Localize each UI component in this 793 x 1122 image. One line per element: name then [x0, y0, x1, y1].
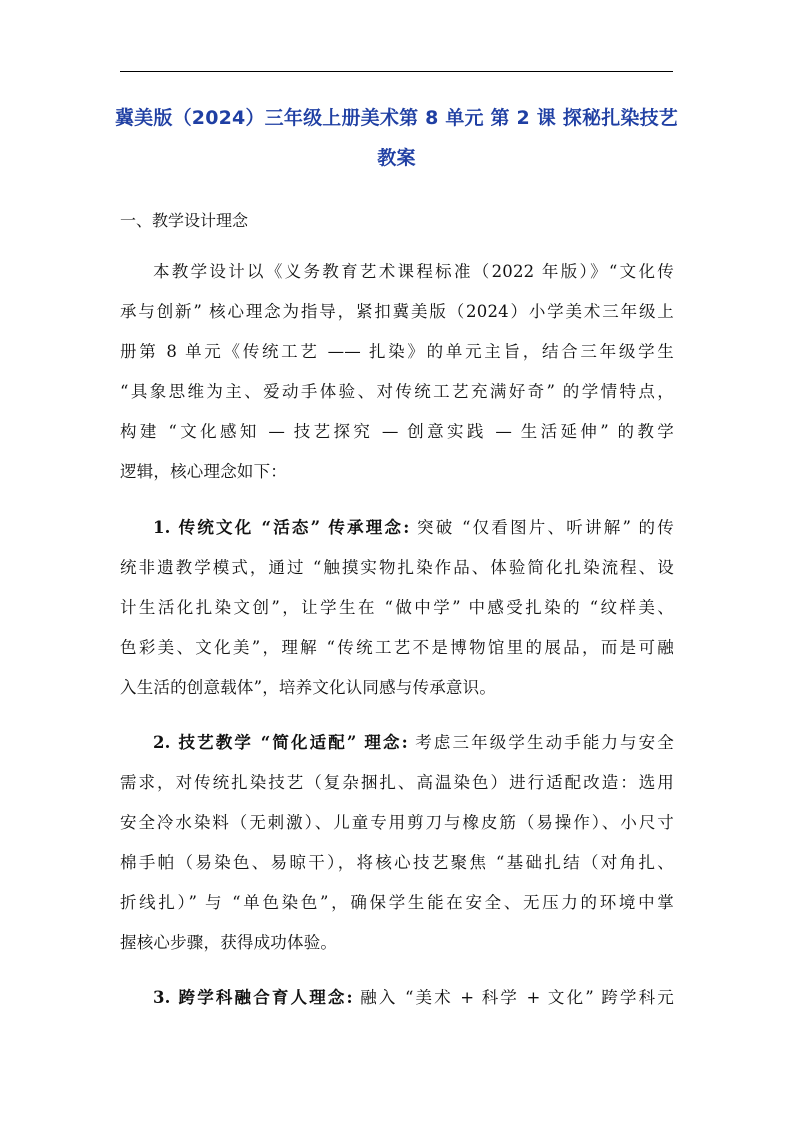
- point-1-text: 突破 “仅看图片、听讲解” 的传: [409, 518, 674, 537]
- point-3-first-line: [120, 978, 674, 1018]
- point-2-line: 棉手帕（易染色、易晾干），将核心技艺聚焦 “基础扎结（对角扎、: [120, 853, 674, 872]
- point-2-line: 需求，对传统扎染技艺（复杂捆扎、高温染色）进行适配改造：选用: [120, 773, 674, 792]
- intro-paragraph: [120, 252, 674, 492]
- point-2-lead: 2. 技艺教学 “简化适配” 理念:: [153, 733, 408, 752]
- point-1-first-line: [120, 508, 674, 548]
- point-2-paragraph: [120, 723, 674, 963]
- point-1-line: 统非遗教学模式，通过 “触摸实物扎染作品、体验简化扎染流程、设: [120, 558, 674, 577]
- document-title: [110, 98, 683, 178]
- intro-line: 本教学设计以《义务教育艺术课程标准（2022 年版）》“文化传: [153, 262, 674, 281]
- title-line-2: 教案: [377, 147, 416, 169]
- point-2-line: 折线扎）” 与 “单色染色”，确保学生能在安全、无压力的环境中掌: [120, 893, 674, 912]
- point-2-text: 考虑三年级学生动手能力与安全: [407, 733, 674, 752]
- intro-line: 逻辑，核心理念如下：: [120, 462, 287, 481]
- point-1-lead: 1. 传统文化 “活态” 传承理念:: [153, 518, 410, 537]
- point-3-lead: 3. 跨学科融合育人理念:: [153, 988, 353, 1007]
- intro-line: 构建 “文化感知 — 技艺探究 — 创意实践 — 生活延伸” 的教学: [120, 422, 674, 441]
- point-1-line: 计生活化扎染文创”，让学生在 “做中学” 中感受扎染的 “纹样美、: [120, 598, 674, 617]
- point-1-line: 色彩美、文化美”，理解 “传统工艺不是博物馆里的展品，而是可融: [120, 638, 674, 657]
- point-2-line: 安全冷水染料（无刺激）、儿童专用剪刀与橡皮筋（易操作）、小尺寸: [120, 813, 674, 832]
- intro-line: 承与创新” 核心理念为指导，紧扣冀美版（2024）小学美术三年级上: [120, 302, 674, 321]
- point-3-text: 融入 “美术 + 科学 + 文化” 跨学科元: [352, 988, 674, 1007]
- point-2-line: 握核心步骤，获得成功体验。: [120, 933, 338, 952]
- title-line-1: 冀美版（2024）三年级上册美术第 8 单元 第 2 课 探秘扎染技艺: [114, 107, 678, 129]
- point-2-first-line: [120, 723, 674, 763]
- header-rule: [120, 71, 673, 72]
- point-3-paragraph: [120, 978, 674, 1018]
- point-1-line: 入生活的创意载体”，培养文化认同感与传承意识。: [120, 678, 497, 697]
- point-1-paragraph: [120, 508, 674, 708]
- intro-line: 册第 8 单元《传统工艺 —— 扎染》的单元主旨，结合三年级学生: [120, 342, 674, 361]
- intro-line: “具象思维为主、爱动手体验、对传统工艺充满好奇” 的学情特点，: [120, 382, 674, 401]
- section-heading-design-concept: 一、教学设计理念: [120, 211, 249, 230]
